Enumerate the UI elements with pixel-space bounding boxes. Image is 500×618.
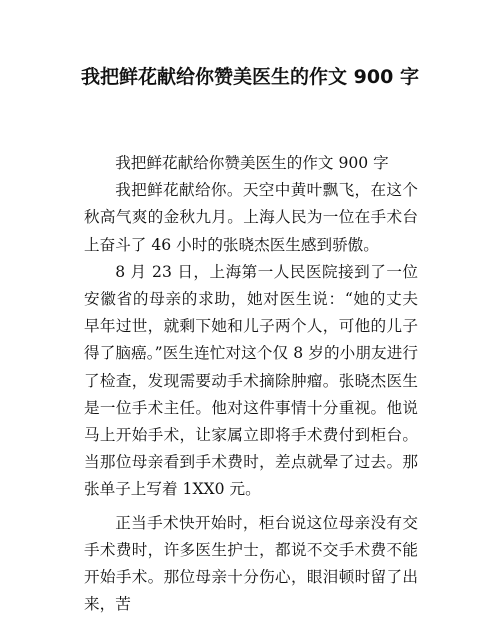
paragraph-3: 8 月 23 日，上海第一人民医院接到了一位安徽省的母亲的求助，她对医生说：“她的丈夫早年过世，就剩下她和儿子两个人，可他的儿子得了脑癌。”医生连忙对这个仅 8 岁的小朋友进行了检查，发现需要动手术摘除肿瘤。张晓杰医生是一位手术主任。他对这件事情十分重视。他说马上开始手术，让家属立即将手术费付到柜台。当那位母亲看到手术费时，差点就晕了过去。那张单子上写着 1XX0 元。 [84,262,418,499]
paragraph-4: 正当手术快开始时，柜台说这位母亲没有交手术费时，许多医生护士，都说不交手术费不能开始手术。那位母亲十分伤心，眼泪顿时留了出来，苦 [84,513,418,614]
paragraph-1: 我把鲜花献给你赞美医生的作文 900 字 [115,154,389,172]
document-title: 我把鲜花献给你赞美医生的作文 900 字 [81,66,419,88]
document-body [84,150,418,618]
paragraph-2: 我把鲜花献给你。天空中黄叶飘飞，在这个秋高气爽的金秋九月。上海人民为一位在手术台上奋斗了 46 小时的张晓杰医生感到骄傲。 [84,181,418,254]
